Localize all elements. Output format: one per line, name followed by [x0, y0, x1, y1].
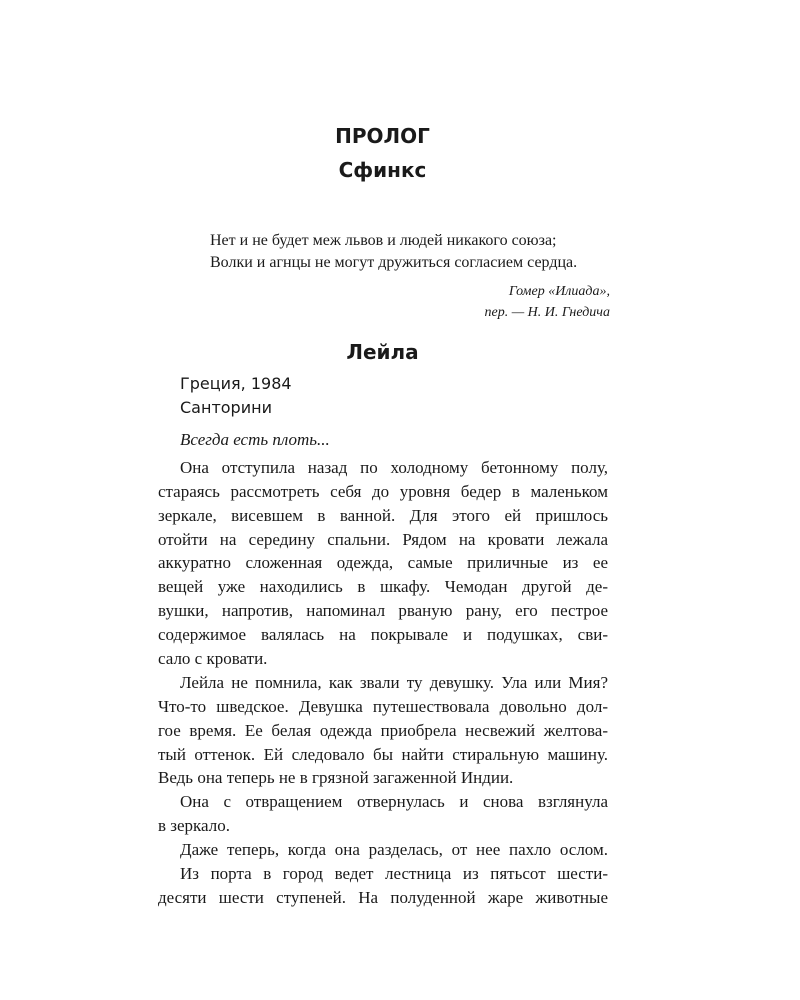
text-line: Что-то шведское. Девушка путешествовала довольно дол- — [158, 696, 608, 716]
location-place: Санторини — [180, 398, 272, 417]
text-line: в зеркало. — [158, 816, 230, 836]
epigraph-credit-author: Гомер «Илиада», — [508, 284, 610, 299]
text-line: Даже теперь, когда она разделась, от нее пахло ослом. — [180, 840, 608, 860]
epigraph-credit — [160, 281, 610, 323]
text-line: Она с отвращением отвернулась и снова взглянула — [180, 792, 608, 812]
chapter-title: Лейла — [346, 340, 419, 364]
text-line: десяти шести ступеней. На полуденной жаре животные — [158, 887, 608, 907]
body-text — [158, 428, 608, 910]
text-line: Всегда есть плоть... — [180, 430, 330, 449]
location-country-year: Греция, 1984 — [180, 374, 292, 393]
text-line: содержимое валялась на покрывале и подушках, сви- — [158, 625, 608, 645]
text-line: отойти на середину спальни. Рядом на кровати лежала — [158, 529, 608, 549]
text-line: Она отступила назад по холодному бетонному полу, — [180, 457, 608, 477]
text-line: вещей уже находились в шкафу. Чемодан другой де- — [158, 577, 608, 597]
epigraph-line: Волки и агнцы не могут дружиться согласием сердца. — [210, 254, 578, 271]
text-line: зеркале, висевшем в ванной. Для этого ей пришлось — [158, 505, 608, 525]
text-line: стараясь рассмотреть себя до уровня бедер в маленьком — [158, 481, 608, 501]
chapter-location — [180, 372, 292, 420]
prolog-heading: ПРОЛОГ — [335, 124, 430, 148]
text-line: вушки, напротив, напоминал рваную рану, его пестрое — [158, 601, 608, 621]
text-line: тый оттенок. Ей следовало бы найти стиральную машину. — [158, 744, 608, 764]
epigraph-line: Нет и не будет меж львов и людей никакого союза; — [210, 232, 557, 249]
text-line: Из порта в город ведет лестница из пятьсот шести- — [180, 864, 608, 884]
epigraph — [160, 230, 610, 274]
text-line: Ведь она теперь не в грязной загаженной Индии. — [158, 768, 514, 788]
prolog-subtitle: Сфинкс — [338, 158, 427, 182]
text-line: Лейла не помнила, как звали ту девушку. Ула или Мия? — [180, 672, 608, 692]
text-line: сало с кровати. — [158, 649, 268, 669]
epigraph-credit-translator: пер. — Н. И. Гнедича — [484, 305, 610, 320]
text-line: гое время. Ее белая одежда приобрела несвежий желтова- — [158, 720, 608, 740]
text-line: аккуратно сложенная одежда, самые приличные из ее — [158, 553, 608, 573]
